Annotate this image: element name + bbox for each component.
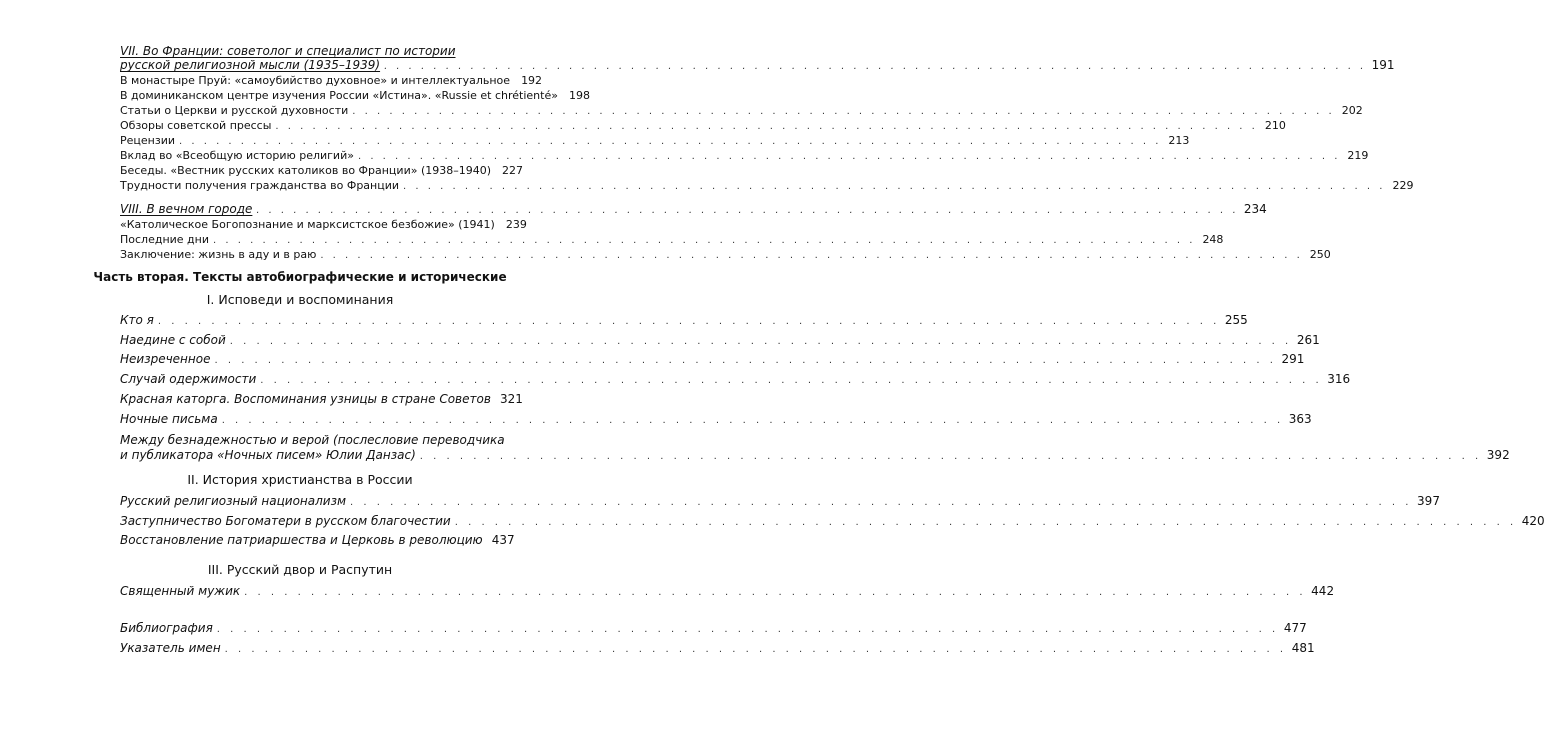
leader-dots: . . . . . . . . . . . . . . . . . . . . . . . . . . . . . . . . . . . . . . . . . . . . . . . . . . . . . . . . . . . . . . . . . . . . . . . . . . . . . . . . bbox=[179, 136, 1162, 147]
toc-s1-item bbox=[120, 392, 523, 408]
toc-bibliography bbox=[120, 621, 1307, 637]
item-page: 192 bbox=[521, 74, 543, 87]
leader-dots: . . . . . . . . . . . . . . . . . . . . . . . . . . . . . . . . . . . . . . . . . . . . . . . . . . . . . . . . . . . . . . . . . . . . . . . . . . . . . . . . bbox=[350, 497, 1412, 508]
item-title: Священный мужик bbox=[120, 584, 241, 598]
toc-ch7-item bbox=[120, 134, 1190, 148]
toc-s2-item bbox=[120, 533, 515, 549]
item-page: 227 bbox=[502, 164, 524, 177]
leader-dots: . . . . . . . . . . . . . . . . . . . . . . . . . . . . . . . . . . . . . . . . . . . . . . . . . . . . . . . . . . . . . . . . . . . . . . . . . . . . . . . . bbox=[275, 121, 1258, 132]
toc-s1-item bbox=[120, 412, 1312, 428]
leader-dots: . . . . . . . . . . . . . . . . . . . . . . . . . . . . . . . . . . . . . . . . . . . . . . . . . . . . . . . . . . . . . . . . . . . . . . . . . . . . . . . . bbox=[403, 181, 1386, 192]
item-page: 261 bbox=[1296, 333, 1320, 347]
item-page: 210 bbox=[1264, 119, 1286, 132]
section-2-title: II. История христианства в России bbox=[187, 472, 413, 487]
chapter-7-page: 191 bbox=[1371, 58, 1395, 72]
toc-s2-item bbox=[120, 514, 1545, 530]
toc-ch7-item bbox=[120, 74, 543, 88]
toc-s1-item bbox=[120, 333, 1320, 349]
item-title: Указатель имен bbox=[120, 641, 221, 655]
toc-ch7-item bbox=[120, 149, 1369, 163]
item-page: 397 bbox=[1417, 494, 1440, 508]
item-page: 442 bbox=[1311, 584, 1335, 598]
section-1-title: I. Исповеди и воспоминания bbox=[206, 292, 394, 307]
item-title: Библиография bbox=[120, 621, 213, 635]
item-page: 250 bbox=[1309, 248, 1331, 261]
leader-dots: . . . . . . . . . . . . . . . . . . . . . . . . . . . . . . . . . . . . . . . . . . . . . . . . . . . . . . . . . . . . . . . . . . . . . . . . . . . . . . . . bbox=[320, 250, 1303, 261]
toc-name-index bbox=[120, 641, 1315, 657]
item-page: 248 bbox=[1202, 233, 1224, 246]
item-title: Восстановление патриаршества и Церковь в революцию bbox=[120, 533, 483, 547]
leader-dots: . . . . . . . . . . . . . . . . . . . . . . . . . . . . . . . . . . . . . . . . . . . . . . . . . . . . . . . . . . . . . . . . . . . . . . . . . . . . . . . . bbox=[157, 316, 1220, 327]
leader-dots: . . . . . . . . . . . . . . . . . . . . . . . . . . . . . . . . . . . . . . . . . . . . . . . . . . . . . . . . . . . . . . . . . . . . . . . . . . . . . . . . bbox=[229, 336, 1292, 347]
item-title: Наедине с собой bbox=[120, 333, 226, 347]
toc-ch7-item bbox=[120, 89, 590, 103]
item-title: В монастыре Пруй: «самоубийство духовное» и интеллектуальное bbox=[120, 74, 511, 87]
item-page: 219 bbox=[1347, 149, 1369, 162]
leader-dots: . . . . . . . . . . . . . . . . . . . . . . . . . . . . . . . . . . . . . . . . . . . . . . . . . . . . . . . . . . . . . . . . . . . . . . . . . . . . . . . . bbox=[256, 205, 1239, 216]
toc-s1-item bbox=[120, 372, 1351, 388]
leader-dots: . . . . . . . . . . . . . . . . . . . . . . . . . . . . . . . . . . . . . . . . . . . . . . . . . . . . . . . . . . . . . . . . . . . . . . . . . . . . . . . . bbox=[221, 415, 1284, 426]
item-title: Заступничество Богоматери в русском благочестии bbox=[120, 514, 451, 528]
item-title: Ночные письма bbox=[120, 412, 218, 426]
item-page: 239 bbox=[505, 218, 527, 231]
item-page: 316 bbox=[1327, 372, 1351, 386]
toc-ch7-item bbox=[120, 104, 1363, 118]
item-title: Рецензии bbox=[120, 134, 175, 147]
leader-dots: . . . . . . . . . . . . . . . . . . . . . . . . . . . . . . . . . . . . . . . . . . . . . . . . . . . . . . . . . . . . . . . . . . . . . . . . . . . . . . . . bbox=[213, 235, 1196, 246]
toc-s1-item bbox=[120, 352, 1305, 368]
item-page: 291 bbox=[1281, 352, 1305, 366]
item-title: Вклад во «Всеобщую историю религий» bbox=[120, 149, 354, 162]
item-title: Случай одержимости bbox=[120, 372, 257, 386]
leader-dots: . . . . . . . . . . . . . . . . . . . . . . . . . . . . . . . . . . . . . . . . . . . . . . . . . . . . . . . . . . . . . . . . . . . . . . . . . . . . . . . . bbox=[352, 106, 1335, 117]
chapter-7-title-line2: русской религиозной мысли (1935–1939) bbox=[120, 58, 381, 72]
chapter-7-title-line1: VII. Во Франции: советолог и специалист по истории bbox=[120, 44, 456, 58]
item-page: 392 bbox=[1486, 448, 1510, 462]
item-title: Обзоры советской прессы bbox=[120, 119, 272, 132]
item-title: Красная каторга. Воспоминания узницы в стране Советов bbox=[120, 392, 491, 406]
toc-chapter-7 bbox=[120, 44, 1395, 74]
toc-s2-item bbox=[120, 494, 1440, 510]
item-page: 198 bbox=[568, 89, 590, 102]
toc-ch7-item bbox=[120, 119, 1286, 133]
part-2-title: Часть вторая. Тексты автобиографические и исторические bbox=[93, 270, 507, 284]
leader-dots: . . . . . . . . . . . . . . . . . . . . . . . . . . . . . . . . . . . . . . . . . . . . . . . . . . . . . . . . . . . . . . . . . . . . . . . . . . . . . . . . bbox=[244, 587, 1307, 598]
toc-ch8-item bbox=[120, 233, 1224, 247]
toc-chapter-8 bbox=[120, 202, 1267, 218]
item-title: «Католическое Богопознание и марксистское безбожие» (1941) bbox=[120, 218, 495, 231]
item-page: 477 bbox=[1283, 621, 1307, 635]
leader-dots: . . . . . . . . . . . . . . . . . . . . . . . . . . . . . . . . . . . . . . . . . . . . . . . . . . . . . . . . . . . . . . . . . . . . . . . . . . . . . . . . bbox=[260, 375, 1323, 386]
leader-dots: . . . . . . . . . . . . . . . . . . . . . . . . . . . . . . . . . . . . . . . . . . . . . . . . . . . . . . . . . . . . . . . . . . . . . . . . . . . . . . . . bbox=[384, 61, 1367, 72]
item-title: Беседы. «Вестник русских католиков во Франции» (1938–1940) bbox=[120, 164, 492, 177]
item-title: Русский религиозный национализм bbox=[120, 494, 347, 508]
leader-dots: . . . . . . . . . . . . . . . . . . . . . . . . . . . . . . . . . . . . . . . . . . . . . . . . . . . . . . . . . . . . . . . . . . . . . . . . . . . . . . . . bbox=[216, 624, 1279, 635]
leader-dots: . . . . . . . . . . . . . . . . . . . . . . . . . . . . . . . . . . . . . . . . . . . . . . . . . . . . . . . . . . . . . . . . . . . . . . . . . . . . . . . . bbox=[357, 151, 1341, 162]
item-title: Кто я bbox=[120, 313, 154, 327]
item-title-line2: и публикатора «Ночных писем» Юлии Данзас) bbox=[120, 448, 416, 462]
toc-s1-item bbox=[120, 433, 1510, 464]
toc-s1-item bbox=[120, 313, 1248, 329]
item-page: 229 bbox=[1392, 179, 1414, 192]
item-title: Трудности получения гражданства во Франции bbox=[120, 179, 400, 192]
item-title-line1: Между безнадежностью и верой (послесловие переводчика bbox=[120, 433, 505, 447]
item-page: 420 bbox=[1521, 514, 1545, 528]
chapter-8-title: VIII. В вечном городе bbox=[120, 202, 253, 216]
toc-ch8-item bbox=[120, 248, 1331, 262]
leader-dots: . . . . . . . . . . . . . . . . . . . . . . . . . . . . . . . . . . . . . . . . . . . . . . . . . . . . . . . . . . . . . . . . . . . . . . . . . . . . . . . . bbox=[454, 517, 1517, 528]
leader-dots: . . . . . . . . . . . . . . . . . . . . . . . . . . . . . . . . . . . . . . . . . . . . . . . . . . . . . . . . . . . . . . . . . . . . . . . . . . . . . . . . bbox=[224, 644, 1287, 655]
item-title: Статьи о Церкви и русской духовности bbox=[120, 104, 349, 117]
item-page: 437 bbox=[491, 533, 515, 547]
chapter-8-page: 234 bbox=[1243, 202, 1267, 216]
toc-s3-item bbox=[120, 584, 1335, 600]
item-title: Заключение: жизнь в аду и в раю bbox=[120, 248, 317, 261]
item-page: 213 bbox=[1168, 134, 1190, 147]
item-page: 321 bbox=[500, 392, 523, 406]
toc-ch7-item bbox=[120, 179, 1414, 193]
item-page: 255 bbox=[1224, 313, 1248, 327]
section-3-title: III. Русский двор и Распутин bbox=[207, 562, 393, 577]
item-title: Последние дни bbox=[120, 233, 210, 246]
item-title: Неизреченное bbox=[120, 352, 211, 366]
item-page: 481 bbox=[1291, 641, 1315, 655]
toc-ch7-item bbox=[120, 164, 524, 178]
item-title: В доминиканском центре изучения России «Истина». «Russie et chrétienté» bbox=[120, 89, 558, 102]
toc-ch8-item bbox=[120, 218, 527, 232]
item-page: 363 bbox=[1288, 412, 1312, 426]
leader-dots: . . . . . . . . . . . . . . . . . . . . . . . . . . . . . . . . . . . . . . . . . . . . . . . . . . . . . . . . . . . . . . . . . . . . . . . . . . . . . . . . bbox=[214, 355, 1277, 366]
item-page: 202 bbox=[1341, 104, 1363, 117]
leader-dots: . . . . . . . . . . . . . . . . . . . . . . . . . . . . . . . . . . . . . . . . . . . . . . . . . . . . . . . . . . . . . . . . . . . . . . . . . . . . . . . . bbox=[419, 451, 1482, 462]
